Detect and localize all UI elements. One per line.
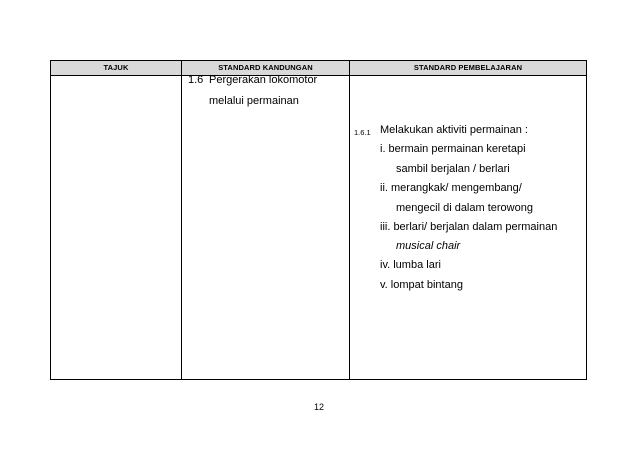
pembelajaran-number: 1.6.1 xyxy=(354,128,371,137)
kandungan-number: 1.6 xyxy=(188,74,204,86)
header-standard-pembelajaran: STANDARD PEMBELAJARAN xyxy=(413,63,523,72)
pembelajaran-line: iii. berlari/ berjalan dalam permainan xyxy=(380,221,558,233)
kandungan-title-line2: melalui permainan xyxy=(209,95,299,107)
header-standard-kandungan: STANDARD KANDUNGAN xyxy=(218,63,313,72)
table-header-row xyxy=(51,61,586,76)
pembelajaran-title: Melakukan aktiviti permainan : xyxy=(380,124,528,136)
curriculum-table xyxy=(50,60,587,380)
pembelajaran-line: mengecil di dalam terowong xyxy=(396,202,533,214)
pembelajaran-line: v. lompat bintang xyxy=(380,279,463,291)
page-number: 12 xyxy=(313,402,324,412)
header-tajuk: TAJUK xyxy=(103,63,129,72)
pembelajaran-line-italic: musical chair xyxy=(396,240,461,252)
column-divider xyxy=(181,61,182,379)
pembelajaran-line: sambil berjalan / berlari xyxy=(396,163,510,175)
kandungan-title-line1: Pergerakan lokomotor xyxy=(209,74,318,86)
pembelajaran-line: ii. merangkak/ mengembang/ xyxy=(380,182,522,194)
pembelajaran-line: i. bermain permainan keretapi xyxy=(380,143,526,155)
column-divider xyxy=(349,61,350,379)
pembelajaran-line: iv. lumba lari xyxy=(380,259,441,271)
